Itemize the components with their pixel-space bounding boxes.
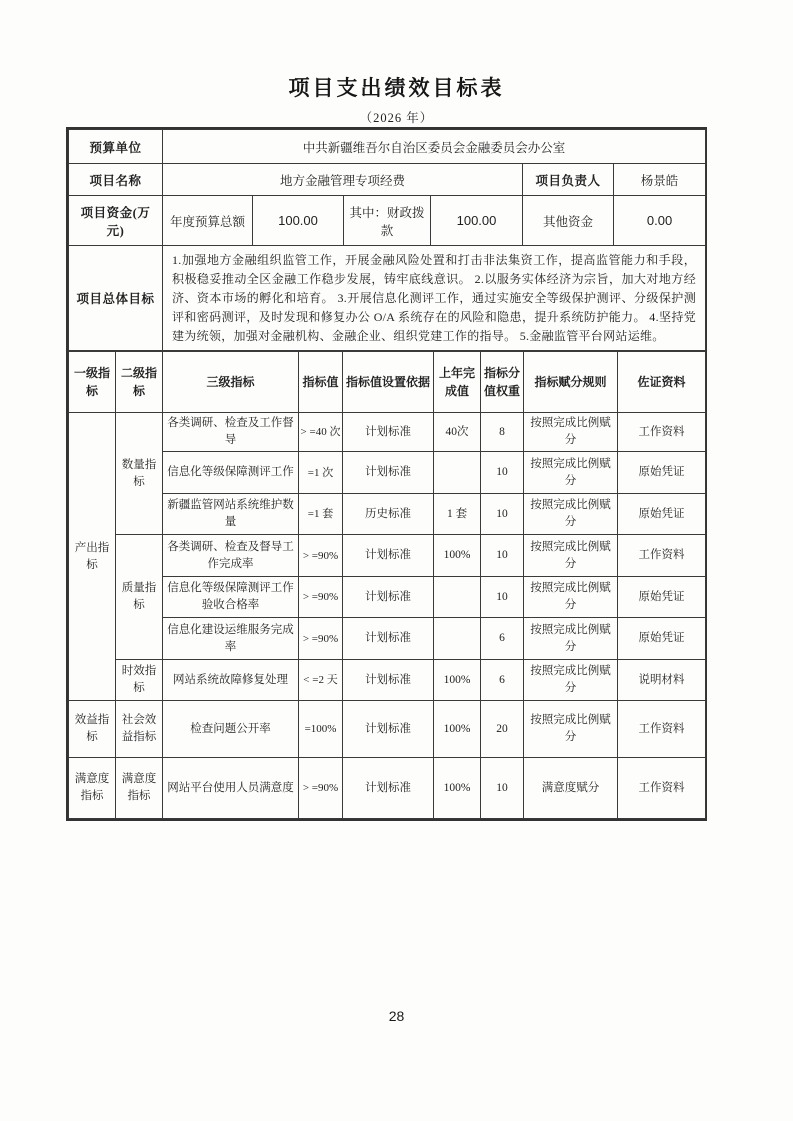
score-weight: 10 [481, 577, 524, 618]
evidence-material: 原始凭证 [618, 577, 706, 618]
level3-name: 信息化等级保障测评工作 [163, 452, 299, 494]
indicator-value: > =40 次 [299, 413, 343, 452]
value-basis: 计划标准 [343, 577, 434, 618]
level2-timeliness: 时效指标 [116, 660, 163, 701]
prev-year-value: 100% [434, 535, 481, 577]
level1-benefit: 效益指标 [69, 701, 116, 758]
indicator-value: =1 次 [299, 452, 343, 494]
indicator-table [68, 351, 706, 819]
fiscal-allocation-label: 其中：财政拨款 [344, 196, 431, 246]
level3-name: 各类调研、检查及督导工作完成率 [163, 535, 299, 577]
project-info-table [68, 129, 706, 351]
score-weight: 10 [481, 452, 524, 494]
level1-satisfaction: 满意度指标 [69, 758, 116, 819]
prev-year-value [434, 577, 481, 618]
indicator-value: > =90% [299, 535, 343, 577]
level3-name: 新疆监管网站系统维护数量 [163, 494, 299, 535]
prev-year-value: 1 套 [434, 494, 481, 535]
overall-goal-text: 1.加强地方金融组织监管工作，开展金融风险处置和打击非法集资工作，提高监管能力和手段，积极稳妥推动全区金融工作稳步发展，铸牢底线意识。 2.以服务实体经济为宗旨，加大对地方经济、资本市场的孵化和培育。 3.开展信息化测评工作，通过实施安全等级保护测评、分级保护测评和密码测评，及时发现和修复办公 O/A 系统存在的风险和隐患，提升系统防护能力。 4.坚持党建为统领，加强对金融机构、金融企业、组织党建工作的指导。 5.金融监管平台网站运维。 [163, 246, 706, 351]
prev-year-value: 100% [434, 701, 481, 758]
value-basis: 计划标准 [343, 758, 434, 819]
header-level2: 二级指标 [116, 352, 163, 413]
level3-name: 网站系统故障修复处理 [163, 660, 299, 701]
evidence-material: 工作资料 [618, 535, 706, 577]
overall-goal-row [69, 246, 706, 351]
evidence-material: 工作资料 [618, 413, 706, 452]
scoring-rule: 按照完成比例赋分 [524, 413, 618, 452]
overall-goal-label: 项目总体目标 [69, 246, 163, 351]
document-title: 项目支出绩效目标表 [288, 76, 505, 100]
annual-budget-value: 100.00 [253, 196, 344, 246]
evidence-material: 说明材料 [618, 660, 706, 701]
evidence-material: 原始凭证 [618, 494, 706, 535]
value-basis: 历史标准 [343, 494, 434, 535]
indicator-value: > =90% [299, 758, 343, 819]
budget-unit-value: 中共新疆维吾尔自治区委员会金融委员会办公室 [163, 130, 706, 164]
other-funds-value: 0.00 [614, 196, 706, 246]
indicator-value: > =90% [299, 618, 343, 660]
prev-year-value: 100% [434, 758, 481, 819]
indicator-value: =100% [299, 701, 343, 758]
score-weight: 10 [481, 494, 524, 535]
indicator-row [69, 618, 706, 660]
header-basis: 指标值设置依据 [343, 352, 434, 413]
project-leader-value: 杨景皓 [614, 164, 706, 196]
score-weight: 10 [481, 758, 524, 819]
indicator-value: =1 套 [299, 494, 343, 535]
annual-budget-label: 年度预算总额 [163, 196, 253, 246]
value-basis: 计划标准 [343, 413, 434, 452]
scoring-rule: 按照完成比例赋分 [524, 701, 618, 758]
indicator-row [69, 535, 706, 577]
other-funds-label: 其他资金 [523, 196, 614, 246]
prev-year-value [434, 452, 481, 494]
score-weight: 6 [481, 618, 524, 660]
score-weight: 20 [481, 701, 524, 758]
evidence-material: 原始凭证 [618, 452, 706, 494]
indicator-row [69, 494, 706, 535]
scoring-rule: 按照完成比例赋分 [524, 577, 618, 618]
indicator-value: > =90% [299, 577, 343, 618]
fiscal-allocation-value: 100.00 [431, 196, 523, 246]
indicator-row [69, 452, 706, 494]
evidence-material: 原始凭证 [618, 618, 706, 660]
score-weight: 10 [481, 535, 524, 577]
level3-name: 网站平台使用人员满意度 [163, 758, 299, 819]
project-funds-row [69, 196, 706, 246]
scoring-rule: 按照完成比例赋分 [524, 452, 618, 494]
budget-unit-label: 预算单位 [69, 130, 163, 164]
scoring-rule: 按照完成比例赋分 [524, 618, 618, 660]
level2-quantity: 数量指标 [116, 413, 163, 535]
header-weight: 指标分值权重 [481, 352, 524, 413]
project-name-label: 项目名称 [69, 164, 163, 196]
scoring-rule: 按照完成比例赋分 [524, 660, 618, 701]
header-prev: 上年完成值 [434, 352, 481, 413]
header-level1: 一级指标 [69, 352, 116, 413]
score-weight: 6 [481, 660, 524, 701]
indicator-row [69, 701, 706, 758]
header-evidence: 佐证资料 [618, 352, 706, 413]
indicator-header-row [69, 352, 706, 413]
level3-name: 信息化建设运维服务完成率 [163, 618, 299, 660]
value-basis: 计划标准 [343, 535, 434, 577]
prev-year-value [434, 618, 481, 660]
header-level3: 三级指标 [163, 352, 299, 413]
level3-name: 各类调研、检查及工作督导 [163, 413, 299, 452]
value-basis: 计划标准 [343, 618, 434, 660]
project-name-row [69, 164, 706, 196]
score-weight: 8 [481, 413, 524, 452]
level2-social-benefit: 社会效益指标 [116, 701, 163, 758]
header-rule: 指标赋分规则 [524, 352, 618, 413]
indicator-row [69, 577, 706, 618]
prev-year-value: 100% [434, 660, 481, 701]
indicator-value: < =2 天 [299, 660, 343, 701]
funds-label: 项目资金(万元) [69, 196, 163, 246]
value-basis: 计划标准 [343, 452, 434, 494]
indicator-row [69, 413, 706, 452]
performance-target-table [66, 127, 707, 821]
value-basis: 计划标准 [343, 660, 434, 701]
evidence-material: 工作资料 [618, 701, 706, 758]
scoring-rule: 按照完成比例赋分 [524, 535, 618, 577]
level2-quality: 质量指标 [116, 535, 163, 660]
document-year: （2026 年） [359, 111, 434, 125]
level2-satisfaction: 满意度指标 [116, 758, 163, 819]
header-value: 指标值 [299, 352, 343, 413]
indicator-row [69, 660, 706, 701]
project-leader-label: 项目负责人 [523, 164, 614, 196]
scoring-rule: 按照完成比例赋分 [524, 494, 618, 535]
page-number: 28 [388, 1008, 405, 1024]
evidence-material: 工作资料 [618, 758, 706, 819]
level1-output: 产出指标 [69, 413, 116, 701]
prev-year-value: 40次 [434, 413, 481, 452]
level3-name: 检查问题公开率 [163, 701, 299, 758]
budget-unit-row [69, 130, 706, 164]
scoring-rule: 满意度赋分 [524, 758, 618, 819]
project-name-value: 地方金融管理专项经费 [163, 164, 523, 196]
value-basis: 计划标准 [343, 701, 434, 758]
indicator-row [69, 758, 706, 819]
level3-name: 信息化等级保障测评工作验收合格率 [163, 577, 299, 618]
